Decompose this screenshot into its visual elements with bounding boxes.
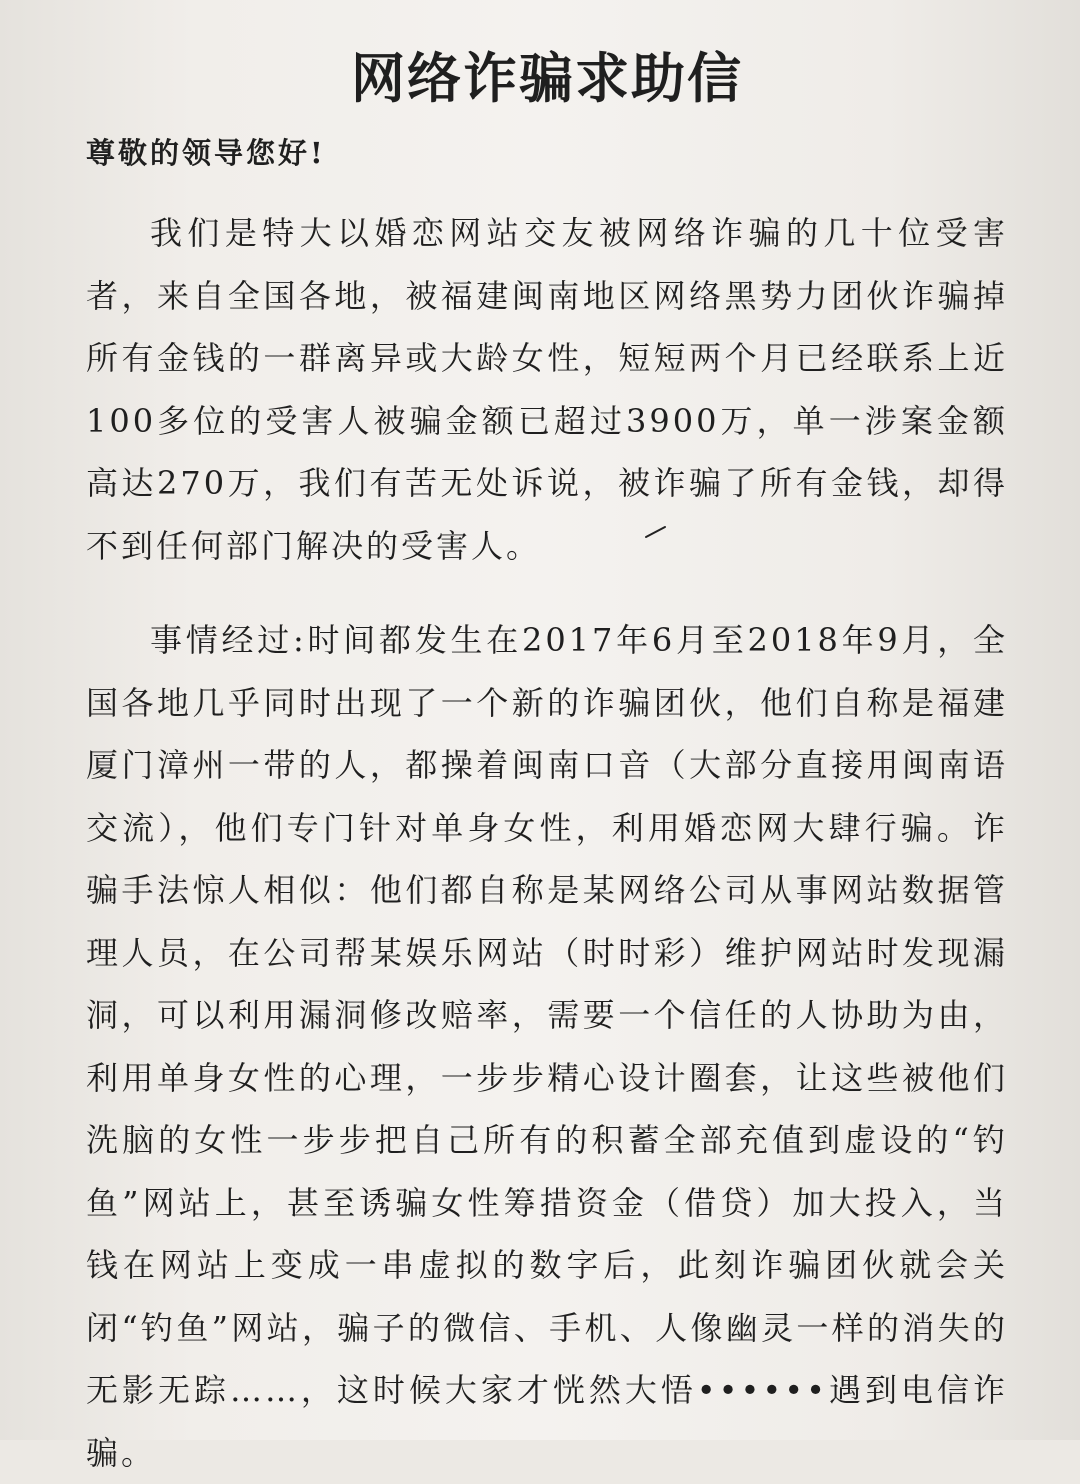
letter-salutation: 尊敬的领导您好!: [86, 136, 326, 170]
letter-paragraph-1: 我们是特大以婚恋网站交友被网络诈骗的几十位受害者，来自全国各地，被福建闽南地区网络黑势力团伙诈骗掉所有金钱的一群离异或大龄女性，短短两个月已经联系上近100多位的受害人被骗金额已超过3900万，单一涉案金额高达270万，我们有苦无处诉说，被诈骗了所有金钱，却得不到任何部门解决的受害人。: [86, 214, 1008, 565]
pen-mark: [645, 525, 667, 539]
letter-title: 网络诈骗求助信: [351, 46, 743, 110]
letter-paragraph-2: 事情经过:时间都发生在2017年6月至2018年9月，全国各地几乎同时出现了一个新的诈骗团伙，他们自称是福建厦门漳州一带的人，都操着闽南口音（大部分直接用闽南语交流），他们专门针对单身女性，利用婚恋网大肆行骗。诈骗手法惊人相似：他们都自称是某网络公司从事网站数据管理人员，在公司帮某娱乐网站（时时彩）维护网站时发现漏洞，可以利用漏洞修改赔率，需要一个信任的人协助为由，利用单身女性的心理，一步步精心设计圈套，让这些被他们洗脑的女性一步步把自己所有的积蓄全部充值到虚设的“钓鱼”网站上，甚至诱骗女性筹措资金（借贷）加大投入，当钱在网站上变成一串虚拟的数字后，此刻诈骗团伙就会关闭“钓鱼”网站，骗子的微信、手机、人像幽灵一样的消失的无影无踪……，这时候大家才恍然大悟••••••遇到电信诈骗。: [86, 621, 1008, 1472]
